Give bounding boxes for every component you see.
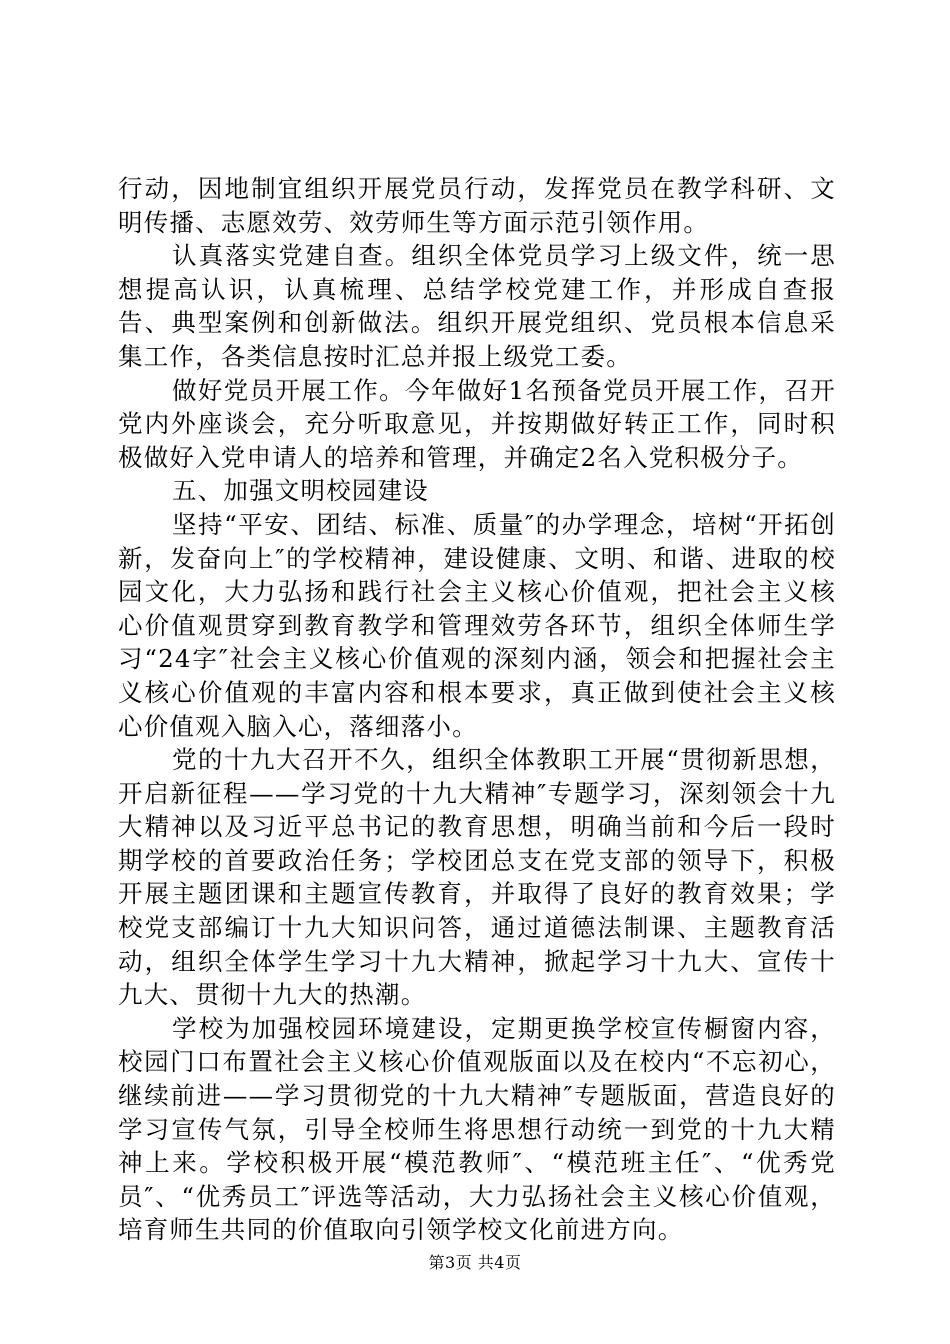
paragraph-5: 党的十九大召开不久，组织全体教职工开展“贯彻新思想，开启新征程——学习党的十九大精神″专题学习，深刻领会十九大精神以及习近平总书记的教育思想，明确当前和今后一段时期学校的首要政治任务；学校团总支在党支部的领导下，积极开展主题团课和主题宣传教育，并取得了良好的教育效果；学校党支部编订十九大知识问答，通过道德法制课、主题教育活动，组织全体学生学习十九大精神，掀起学习十九大、宣传十九大、贯彻十九大的热潮。 bbox=[118, 745, 836, 1010]
paragraph-3: 做好党员开展工作。今年做好1名预备党员开展工作，召开党内外座谈会，充分听取意见，并按期做好转正工作，同时积极做好入党申请人的培养和管理，并确定2名入党积极分子。 bbox=[118, 375, 836, 472]
paragraph-1: 行动，因地制宜组织开展党员行动，发挥党员在教学科研、文明传播、志愿效劳、效劳师生等方面示范引领作用。 bbox=[118, 174, 836, 237]
page-number-footer: 第3页 共4页 bbox=[428, 1253, 522, 1272]
paragraph-2: 认真落实党建自查。组织全体党员学习上级文件，统一思想提高认识，认真梳理、总结学校党建工作，并形成自查报告、典型案例和创新做法。组织开展党组织、党员根本信息采集工作，各类信息按时汇总并报上级党工委。 bbox=[118, 241, 836, 371]
section-heading: 五、加强文明校园建设 bbox=[172, 476, 429, 506]
paragraph-4: 坚持“平安、团结、标准、质量″的办学理念，培树“开拓创新，发奋向上″的学校精神，建设健康、文明、和谐、进取的校园文化，大力弘扬和践行社会主义核心价值观，把社会主义核心价值观贯穿到教育教学和管理效劳各环节，组织全体师生学习“24字″社会主义核心价值观的深刻内涵，领会和把握社会主义核心价值观的丰富内容和根本要求，真正做到使社会主义核心价值观入脑入心，落细落小。 bbox=[118, 509, 836, 741]
document-body bbox=[118, 172, 836, 1247]
paragraph-6: 学校为加强校园环境建设，定期更换学校宣传橱窗内容，校园门口布置社会主义核心价值观版面以及在校内“不忘初心，继续前进——学习贯彻党的十九大精神″专题版面，营造良好的学习宣传气氛，引导全校师生将思想行动统一到党的十九大精神上来。学校积极开展“模范教师″、“模范班主任″、“优秀党员″、“优秀员工″评选等活动，大力弘扬社会主义核心价值观，培育师生共同的价值取向引领学校文化前进方向。 bbox=[118, 1013, 836, 1245]
